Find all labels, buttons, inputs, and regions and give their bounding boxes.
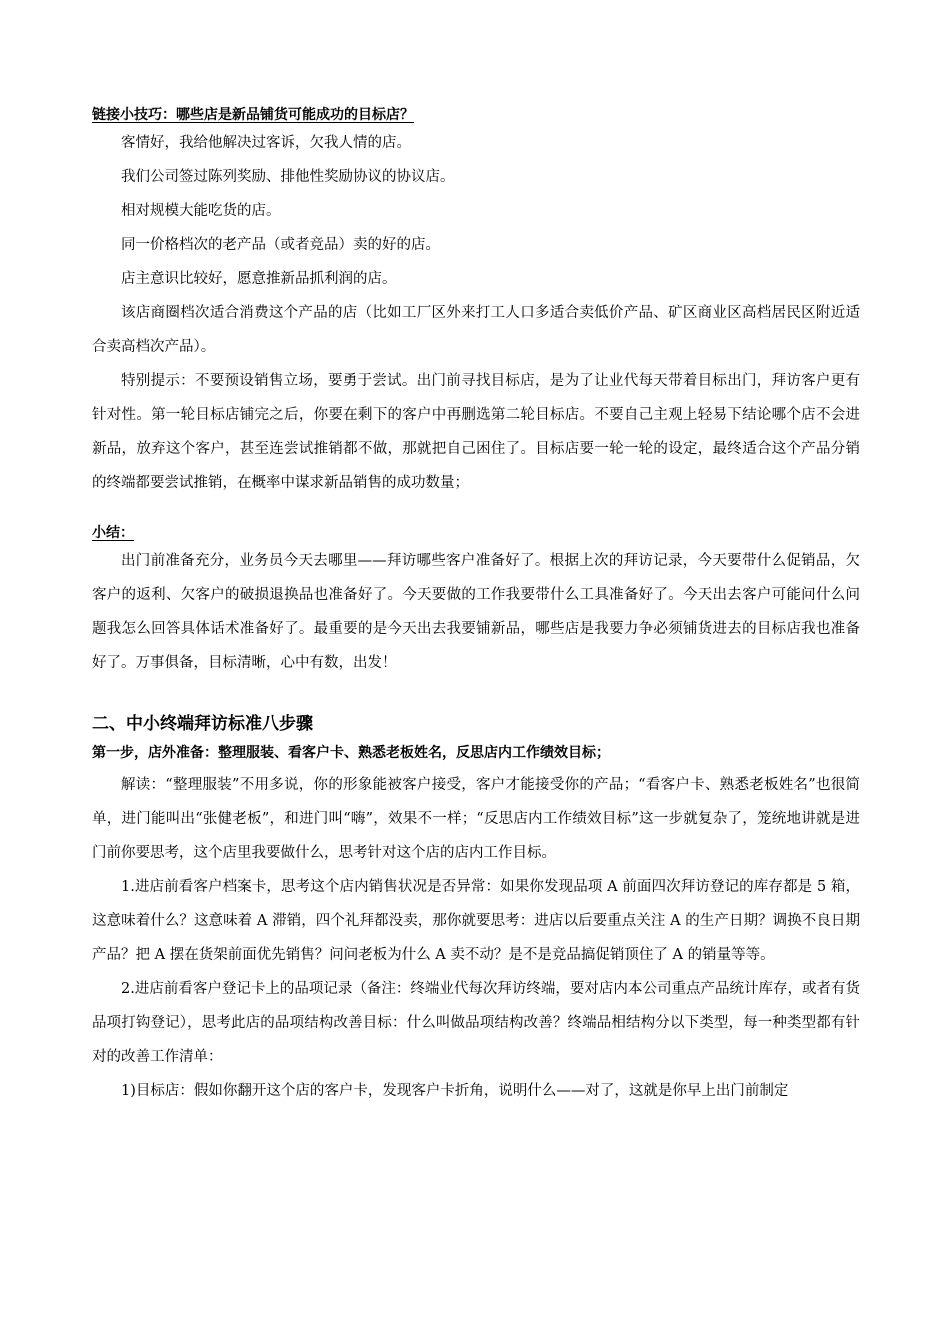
tip-item-4: 同一价格档次的老产品（或者竞品）卖的好的店。	[121, 237, 440, 253]
step-one-heading: 第一步，店外准备：整理服装、看客户卡、熟悉老板姓名，反思店内工作绩效目标；	[92, 745, 610, 761]
tip-item-1: 客情好，我给他解决过客诉，欠我人情的店。	[121, 135, 411, 151]
point-1-paragraph: 1.进店前看客户档案卡，思考这个店内销售状况是否异常：如果你发现品项 A 前面四次拜访登记的库存都是 5 箱，这意味着什么？这意味着 A 滞销，四个礼拜都没卖，那你就要思考：进店以后要重点关注 A 的生产日期？调换不良日期产品？把 A 摆在货架前面优先销售？问问老板为什么 A 卖不动？是不是竞品搞促销顶住了 A 的销量等等。	[92, 879, 860, 963]
target-store-paragraph: 1)目标店：假如你翻开这个店的客户卡，发现客户卡折角，说明什么——对了，这就是你早上出门前制定	[121, 1083, 789, 1099]
summary-heading: 小结：	[92, 525, 134, 541]
spacer	[92, 500, 860, 516]
tip-heading: 链接小技巧：哪些店是新品铺货可能成功的目标店？	[92, 107, 414, 123]
document-page	[92, 98, 860, 1108]
spacer	[92, 680, 860, 710]
tip-special-note: 特别提示：不要预设销售立场，要勇于尝试。出门前寻找目标店，是为了让业代每天带着目标出门，拜访客户更有针对性。第一轮目标店铺完之后，你要在剩下的客户中再删选第二轮目标店。不要自己主观上轻易下结论哪个店不会进新品，放弃这个客户，甚至连尝试推销都不做，那就把自己困住了。目标店要一轮一轮的设定，最终适合这个产品分销的终端都要尝试推销，在概率中谋求新品销售的成功数量；	[92, 373, 860, 491]
point-2-paragraph: 2.进店前看客户登记卡上的品项记录（备注：终端业代每次拜访终端，要对店内本公司重点产品统计库存，或者有货品项打钩登记），思考此店的品项结构改善目标：什么叫做品项结构改善？终端品相结构分以下类型，每一种类型都有针对的改善工作清单：	[92, 981, 860, 1065]
tip-item-6: 该店商圈档次适合消费这个产品的店（比如工厂区外来打工人口多适合卖低价产品、矿区商业区高档居民区附近适合卖高档次产品）。	[92, 305, 860, 355]
section-title: 二、中小终端拜访标准八步骤	[92, 714, 313, 734]
interpretation-paragraph: 解读：“整理服装”不用多说，你的形象能被客户接受，客户才能接受你的产品；“看客户卡、熟悉老板姓名”也很简单，进门能叫出“张健老板”，和进门叫“嗨”，效果不一样；“反思店内工作绩效目标”这一步就复杂了，笼统地讲就是进门前你要思考，这个店里我要做什么，思考针对这个店的店内工作目标。	[92, 777, 860, 861]
tip-item-3: 相对规模大能吃货的店。	[121, 203, 281, 219]
tip-item-2: 我们公司签过陈列奖励、排他性奖励协议的协议店。	[121, 169, 455, 185]
summary-text: 出门前准备充分，业务员今天去哪里——拜访哪些客户准备好了。根据上次的拜访记录，今天要带什么促销品，欠客户的返利、欠客户的破损退换品也准备好了。今天要做的工作我要带什么工具准备好了。今天出去客户可能问什么问题我怎么回答具体话术准备好了。最重要的是今天出去我要铺新品，哪些店是我要力争必须铺货进去的目标店我也准备好了。万事俱备，目标清晰，心中有数，出发！	[92, 553, 860, 671]
tip-item-5: 店主意识比较好，愿意推新品抓利润的店。	[121, 271, 397, 287]
